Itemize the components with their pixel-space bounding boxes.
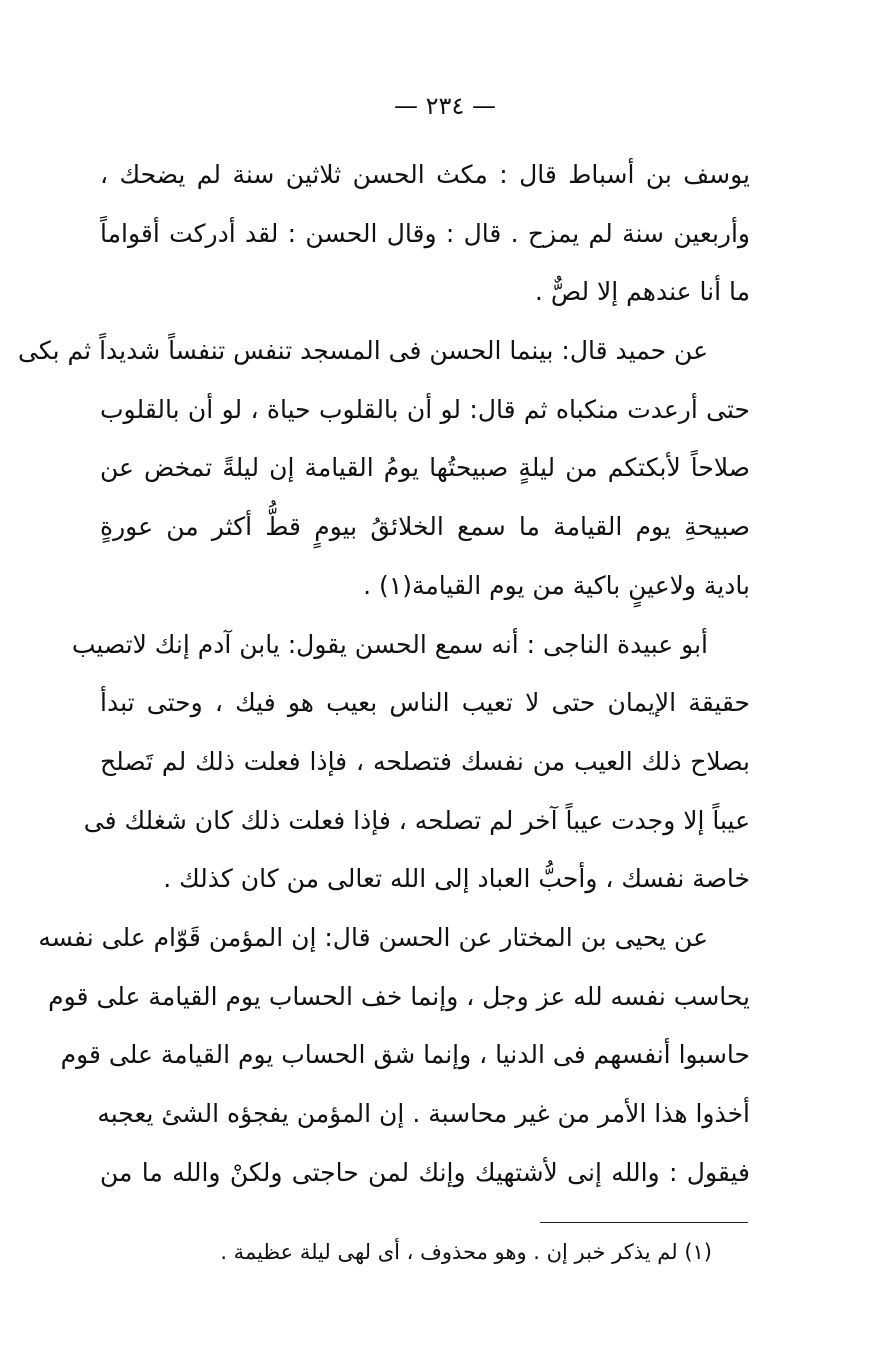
paragraph [71, 616, 750, 909]
text-line: بادية ولاعينٍ باكية من يوم القيامة(١) . [363, 570, 750, 600]
text-line: فيقول : والله إنى لأشتهيك وإنك لمن حاجتى ولكنْ والله ما من [100, 1157, 750, 1187]
page-number: — ٢٣٤ — [394, 92, 496, 120]
text-line: ما أنا عندهم إلا لصٌّ . [534, 277, 750, 307]
text-line: أبو عبيدة الناجى : أنه سمع الحسن يقول: يابن آدم إنك لاتصيب [71, 629, 708, 659]
paragraph [38, 909, 750, 1202]
text-line: خاصة نفسك ، وأحبُّ العباد إلى الله تعالى من كان كذلك . [163, 864, 750, 894]
text-line: عن يحيى بن المختار عن الحسن قال: إن المؤمن قَوّام على نفسه [38, 922, 708, 952]
footnote: (١) لم يذكر خبر إن . وهو محذوف ، أى لهى ليلة عظيمة . [220, 1240, 712, 1264]
paragraph [100, 146, 750, 322]
text-line: حاسبوا أنفسهم فى الدنيا ، وإنما شق الحساب يوم القيامة على قوم [60, 1040, 750, 1070]
text-line: صلاحاً لأبكتكم من ليلةٍ صبيحتُها يومُ القيامة إن ليلةً تمخض عن [100, 453, 750, 483]
body-text [18, 146, 750, 1202]
footnote-divider [540, 1222, 748, 1223]
text-line: بصلاح ذلك العيب من نفسك فتصلحه ، فإذا فعلت ذلك لم تَصلح [100, 746, 750, 776]
text-line: أخذوا هذا الأمر من غير محاسبة . إن المؤمن يفجؤه الشئ يعجبه [97, 1099, 750, 1128]
text-line: عيباً إلا وجدت عيباً آخر لم تصلحه ، فإذا فعلت ذلك كان شغلك فى [83, 805, 750, 835]
text-line: يحاسب نفسه لله عز وجل ، وإنما خف الحساب يوم القيامة على قوم [48, 981, 750, 1011]
text-line: وأربعين سنة لم يمزح . قال : وقال الحسن : لقد أدركت أقواماً [100, 218, 750, 248]
text-line: حقيقة الإيمان حتى لا تعيب الناس بعيب هو فيك ، وحتى تبدأ [100, 688, 750, 718]
text-line: صبيحةِ يوم القيامة ما سمع الخلائقُ بيومٍ قطُّ أكثر من عورةٍ [100, 512, 750, 542]
text-line: عن حميد قال: بينما الحسن فى المسجد تنفس تنفساً شديداً ثم بكى [18, 336, 708, 366]
paragraph [18, 322, 750, 615]
text-line: يوسف بن أسباط قال : مكث الحسن ثلاثين سنة لم يضحك ، [100, 160, 750, 189]
text-line: حتى أرعدت منكباه ثم قال: لو أن بالقلوب حياة ، لو أن بالقلوب [100, 394, 750, 424]
